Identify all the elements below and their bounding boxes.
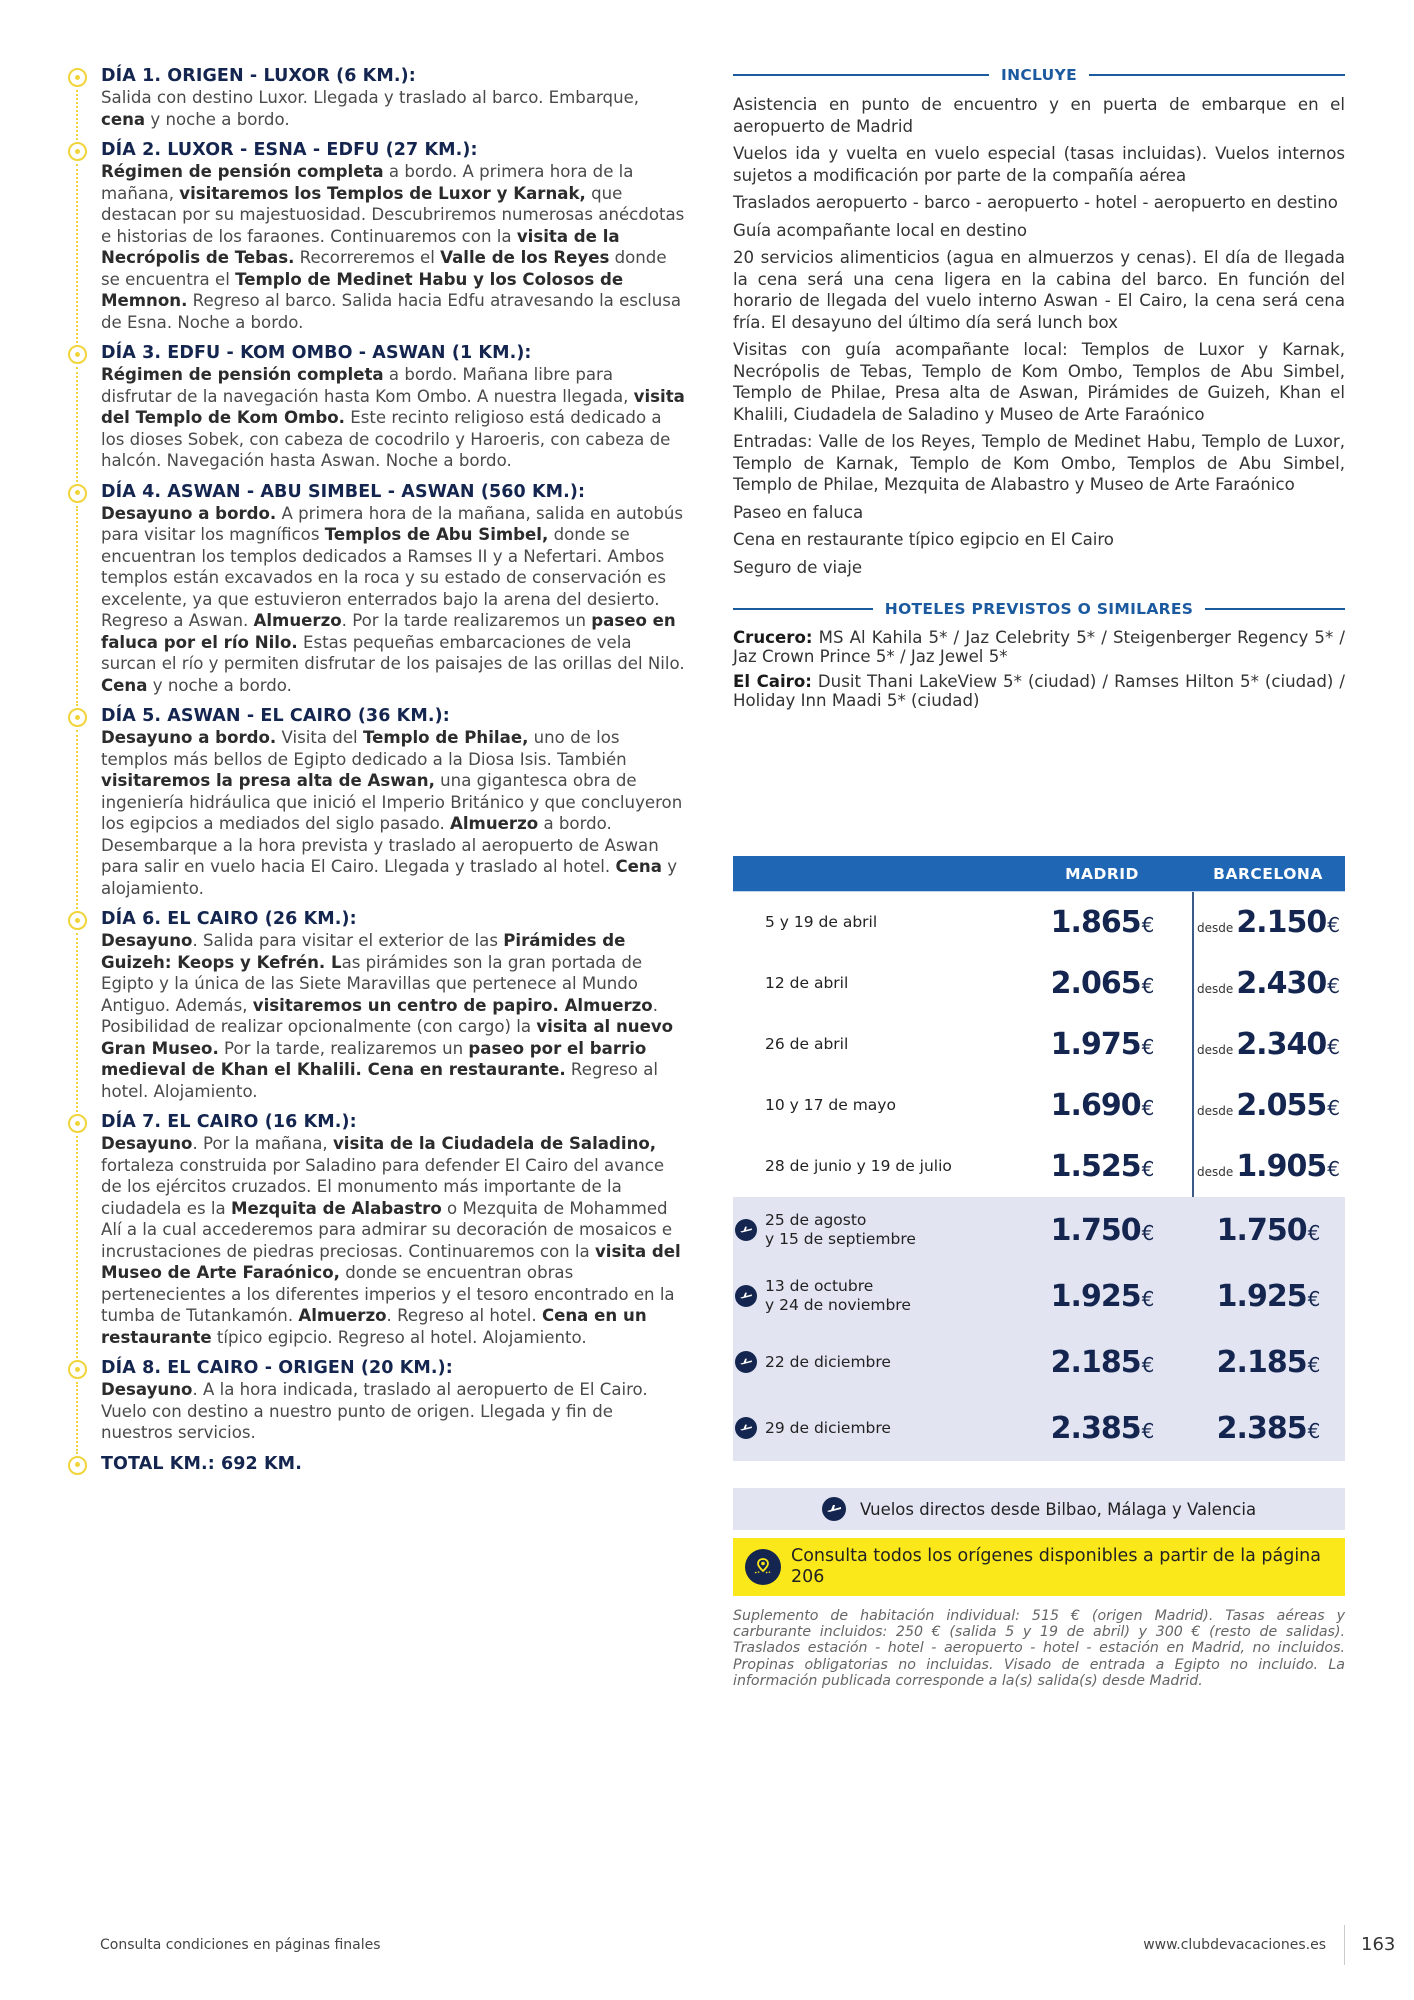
day-title: DÍA 4. ASWAN - ABU SIMBEL - ASWAN (560 KM.):	[101, 481, 586, 502]
highlight-text: Desayuno	[101, 931, 193, 950]
price-value: 2.055	[1236, 1088, 1327, 1123]
hotels-title: HOTELES PREVISTOS O SIMILARES	[884, 600, 1194, 618]
body-text: donde se encuentran obras pertenecientes a los diferentes imperios y el tesoro encontrado en la tumba de Tutankamón.	[101, 1263, 675, 1325]
currency: €	[1141, 1418, 1154, 1443]
body-text: uno de los templos más bellos de Egipto dedicado a la Diosa Isis. También	[101, 728, 627, 769]
price-madrid	[1039, 1279, 1165, 1314]
currency: €	[1327, 913, 1339, 937]
body-text: o Mezquita de Mohammed Alí a la cual accederemos para admirar su decoración de mosaicos e incrustaciones de piedras preciosas. Continuaremos con la	[101, 1198, 673, 1261]
itinerary-total	[68, 1454, 688, 1475]
day-description	[101, 727, 688, 899]
hotel-entry	[733, 672, 1345, 710]
price-row	[733, 1197, 1345, 1263]
price-madrid	[1039, 1213, 1165, 1248]
body-text: as pirámides son la gran portada de Egipto y la única de las Siete Maravillas que pertenece al Mundo Antiguo. Además,	[101, 952, 643, 1015]
day-description	[101, 87, 688, 130]
timeline-line	[76, 1382, 78, 1454]
price-row	[733, 1075, 1345, 1136]
plane-icon	[822, 1497, 846, 1521]
itinerary-day	[68, 909, 688, 1102]
highlight-text: paseo por el barrio medieval de Khan el Khalili. Cena en restaurante.	[101, 1038, 647, 1079]
timeline-line	[76, 90, 78, 140]
timeline-line	[76, 730, 78, 909]
highlight-text: Desayuno a bordo.	[101, 503, 277, 523]
includes-item: Traslados aeropuerto - barco - aeropuerto - hotel - aeropuerto en destino	[733, 193, 1338, 212]
includes-item: Guía acompañante local en destino	[733, 220, 1028, 240]
itinerary-day	[68, 140, 688, 333]
hotel-entries	[733, 628, 1345, 710]
body-text: . Regreso al hotel.	[386, 1306, 542, 1325]
price-value: 2.150	[1236, 905, 1327, 940]
body-text: Este recinto religioso está dedicado a los dioses Sobek, con cabeza de cocodrilo y Haroeris, con cabeza de halcón. Navegación hasta Aswan. Noche a bordo.	[101, 408, 671, 470]
timeline-dot-icon	[68, 142, 87, 161]
highlight-text: Almuerzo	[253, 611, 342, 630]
timeline-line	[76, 164, 78, 343]
timeline-line	[76, 1136, 78, 1358]
body-text: a bordo. Mañana libre para disfrutar de la navegación hasta Kom Ombo. A nuestra llegada,	[101, 365, 634, 406]
day-description	[101, 503, 688, 697]
timeline-line	[76, 506, 78, 707]
plane-icon	[735, 1219, 757, 1241]
departure-date: 25 de agosto y 15 de septiembre	[765, 1211, 916, 1248]
highlight-text: Cena en un restaurante	[101, 1306, 647, 1347]
departure-date: 22 de diciembre	[765, 1352, 891, 1371]
direct-flights-text: Vuelos directos desde Bilbao, Málaga y Valencia	[859, 1499, 1257, 1519]
day-title: DÍA 7. EL CAIRO (16 KM.):	[101, 1112, 357, 1132]
highlight-text: visita de la Ciudadela de Saladino,	[332, 1134, 657, 1153]
body-text: que destacan por su majestuosidad. Descubriremos numerosas anécdotas e historias de los faraones. Continuaremos con la	[101, 183, 685, 246]
day-description	[101, 1133, 688, 1348]
includes-title: INCLUYE	[1001, 66, 1077, 84]
hotel-names: Dusit Thani LakeView 5* (ciudad) / Ramses Hilton 5* (ciudad) / Holiday Inn Maadi 5* (ciudad)	[733, 672, 1345, 710]
column-barcelona: BARCELONA	[1213, 864, 1323, 883]
map-pin-icon	[745, 1549, 781, 1585]
itinerary-day	[68, 706, 688, 899]
currency: €	[1307, 1352, 1320, 1377]
departure-date: 10 y 17 de mayo	[765, 1096, 896, 1114]
price-madrid	[1039, 1027, 1165, 1062]
price-value: 2.340	[1236, 1027, 1327, 1062]
highlight-text: visitaremos un centro de papiro. Almuerzo	[252, 995, 653, 1015]
highlight-text: Desayuno	[101, 1380, 193, 1399]
currency: €	[1141, 1157, 1154, 1181]
highlight-text: Templos de Abu Simbel,	[324, 525, 549, 544]
price-row	[733, 1014, 1345, 1075]
footnote: Suplemento de habitación individual: 515 € (origen Madrid). Tasas aéreas y carburante incluidos: 250 € (salida 5 y 19 de abril) y 300 € (resto de salidas). Traslados estación - hotel - aeropuerto - hotel - estación en Madrid, no incluidos. Propinas obligatorias no incluidas. Visado de entrada a Egipto no incluido. La información publicada corresponde a la(s) salida(s) desde Madrid.	[733, 1608, 1345, 1689]
price-value: 1.905	[1236, 1149, 1327, 1184]
body-text: a bordo. Desembarque a la hora prevista y traslado al aeropuerto de Aswan para salir en vuelo hacia El Cairo. Llegada y traslado al hotel.	[101, 814, 659, 876]
price-row	[733, 1136, 1345, 1197]
body-text: y alojamiento.	[101, 857, 678, 898]
price-value: 1.750	[1216, 1212, 1307, 1248]
day-title: DÍA 6. EL CAIRO (26 KM.):	[101, 909, 357, 929]
itinerary-day	[68, 1112, 688, 1348]
price-value: 2.385	[1216, 1410, 1307, 1446]
highlight-text: Mezquita de Alabastro	[230, 1198, 442, 1218]
departure-date: 28 de junio y 19 de julio	[765, 1157, 952, 1175]
currency: €	[1307, 1220, 1320, 1245]
plane-icon	[735, 1285, 757, 1307]
highlight-text: visita de la Necrópolis de Tebas.	[101, 226, 620, 267]
price-row	[733, 1263, 1345, 1329]
body-text: fortaleza construida por Saladino para defender El Cairo del avance de los ejércitos cruzados. El monumento más importante de la ciudadela es la	[101, 1155, 665, 1218]
price-row	[733, 1395, 1345, 1461]
body-text: y noche a bordo.	[145, 109, 290, 129]
timeline-line	[76, 933, 78, 1112]
currency: €	[1327, 1035, 1339, 1059]
price-value: 2.430	[1236, 966, 1327, 1001]
departure-date: 29 de diciembre	[765, 1418, 891, 1437]
price-value: 1.690	[1050, 1088, 1141, 1123]
body-text: Estas pequeñas embarcaciones de vela surcan el río y permiten disfrutar de los paisajes de las orillas del Nilo.	[101, 632, 685, 673]
highlight-text: Régimen de pensión completa	[101, 365, 384, 384]
body-text: donde se encuentran los templos dedicados a Ramses II y a Nefertari. Ambos templos están excavados en la roca y su estado de conservación es excelente, ya que estuvieron enterrados bajo la arena del desierto. Regreso a Aswan.	[101, 525, 667, 630]
highlight-text: visita al nuevo Gran Museo.	[101, 1017, 674, 1058]
timeline-dot-icon	[68, 911, 87, 930]
highlight-text: visitaremos la presa alta de Aswan,	[101, 771, 435, 790]
divider	[733, 608, 873, 610]
price-barcelona	[1191, 1411, 1345, 1446]
highlight-text: Almuerzo	[298, 1306, 387, 1325]
price-value: 2.385	[1050, 1410, 1141, 1446]
price-value: 2.185	[1216, 1344, 1307, 1380]
hotel-names: MS Al Kahila 5* / Jaz Celebrity 5* / Steigenberger Regency 5* / Jaz Crown Prince 5* / Jaz Jewel 5*	[733, 628, 1345, 666]
price-row	[733, 953, 1345, 1014]
includes-item: Vuelos ida y vuelta en vuelo especial (tasas incluidas). Vuelos internos sujetos a modificación por parte de la compañía aérea	[733, 144, 1345, 185]
footer-conditions: Consulta condiciones en páginas finales	[100, 1937, 381, 1953]
day-description	[101, 161, 688, 333]
column-madrid: MADRID	[1065, 864, 1139, 883]
departure-date: 12 de abril	[765, 974, 849, 992]
body-text: Regreso al hotel. Alojamiento.	[101, 1060, 658, 1101]
highlight-text: Desayuno	[101, 1134, 193, 1153]
currency: €	[1327, 974, 1339, 998]
day-title: DÍA 5. ASWAN - EL CAIRO (36 KM.):	[101, 706, 450, 726]
body-text: Visita del	[276, 728, 363, 747]
timeline-line	[76, 367, 78, 482]
day-description	[101, 1379, 688, 1444]
day-title: DÍA 2. LUXOR - ESNA - EDFU (27 KM.):	[101, 140, 478, 160]
price-barcelona	[1191, 1345, 1345, 1380]
body-text: Regreso al barco. Salida hacia Edfu atravesando la esclusa de Esna. Noche a bordo.	[101, 291, 682, 332]
timeline-dot-icon	[68, 1114, 87, 1133]
price-value: 1.975	[1050, 1027, 1141, 1062]
price-row	[733, 1329, 1345, 1395]
price-madrid	[1039, 1411, 1165, 1446]
highlight-text: Almuerzo	[450, 814, 539, 833]
page-number: 163	[1361, 1934, 1396, 1955]
highlight-text: Templo de Medinet Habu y los Colosos de Memnon.	[101, 269, 624, 310]
highlight-text: Pirámides de Guizeh: Keops y Kefrén. L	[101, 931, 626, 972]
divider	[1205, 608, 1345, 610]
highlight-text: Valle de los Reyes	[440, 248, 610, 267]
price-table	[733, 856, 1345, 1461]
price-value: 1.525	[1050, 1149, 1141, 1184]
departure-date: 26 de abril	[765, 1035, 849, 1053]
day-description	[101, 364, 688, 472]
includes-list	[733, 94, 1345, 578]
price-barcelona	[1191, 1279, 1345, 1314]
includes-heading	[733, 66, 1345, 84]
timeline-dot-icon	[68, 1456, 87, 1475]
currency: €	[1141, 1096, 1154, 1120]
includes-item: Seguro de viaje	[733, 557, 863, 577]
includes-item: Asistencia en punto de encuentro y en puerta de embarque en el aeropuerto de Madrid	[733, 95, 1345, 136]
price-value: 2.065	[1050, 966, 1141, 1001]
highlight-text: visita del Museo de Arte Faraónico,	[101, 1241, 681, 1282]
currency: €	[1141, 1035, 1154, 1059]
body-text: . Salida para visitar el exterior de las	[192, 931, 504, 950]
hotels-heading	[733, 600, 1345, 618]
highlight-text: paseo en faluca por el río Nilo.	[101, 611, 676, 652]
origins-notice	[733, 1538, 1345, 1596]
currency: €	[1141, 1286, 1154, 1311]
origins-text[interactable]: Consulta todos los orígenes disponibles a partir de la página 206	[791, 1546, 1321, 1587]
includes-item: Entradas: Valle de los Reyes, Templo de Medinet Habu, Templo de Luxor, Templo de Karnak, Templo de Kom Ombo, Templos de Abu Simbel, Templo de Philae, Mezquita de Alabastro y Museo de Arte Faraónico	[733, 432, 1345, 494]
includes-item: Visitas con guía acompañante local: Templos de Luxor y Karnak, Necrópolis de Tebas, Templo de Kom Ombo, Templos de Abu Simbel, Templo de Philae, Presa alta de Aswan, Pirámides de Guizeh, Khan el Khalili, Ciudadela de Saladino y Museo de Arte Faraónico	[733, 340, 1345, 424]
body-text: típico egipcio. Regreso al hotel. Alojamiento.	[211, 1327, 587, 1347]
price-barcelona	[1191, 966, 1345, 1001]
desde-label: desde	[1197, 1043, 1234, 1057]
timeline-dot-icon	[68, 708, 87, 727]
desde-label: desde	[1197, 1165, 1234, 1179]
price-barcelona	[1191, 1088, 1345, 1123]
body-text: . A la hora indicada, traslado al aeropuerto de El Cairo. Vuelo con destino a nuestro punto de origen. Llegada y fin de nuestros servicios.	[101, 1380, 648, 1442]
timeline-dot-icon	[68, 345, 87, 364]
plane-icon	[735, 1351, 757, 1373]
highlight-text: Desayuno a bordo.	[101, 728, 277, 747]
price-madrid	[1039, 1088, 1165, 1123]
footer-website[interactable]: www.clubdevacaciones.es	[1143, 1937, 1326, 1953]
hotel-location: Crucero:	[733, 628, 813, 647]
day-title: DÍA 1. ORIGEN - LUXOR (6 KM.):	[101, 66, 416, 86]
hotels-section	[733, 600, 1345, 710]
departure-date: 5 y 19 de abril	[765, 913, 878, 931]
info-column	[733, 66, 1345, 716]
price-value: 1.925	[1050, 1278, 1141, 1314]
itinerary-day	[68, 1358, 688, 1444]
currency: €	[1327, 1096, 1339, 1120]
price-barcelona	[1191, 1149, 1345, 1184]
currency: €	[1307, 1286, 1320, 1311]
hotel-entry	[733, 628, 1345, 666]
price-table-body	[733, 892, 1345, 1461]
body-text: . Por la tarde realizaremos un	[341, 611, 592, 630]
desde-label: desde	[1197, 921, 1234, 935]
divider	[733, 74, 989, 76]
body-text: A primera hora de la mañana, salida en autobús para visitar los magníficos	[101, 503, 684, 544]
body-text: y noche a bordo.	[147, 675, 292, 695]
currency: €	[1141, 913, 1154, 937]
day-title: DÍA 3. EDFU - KOM OMBO - ASWAN (1 KM.):	[101, 343, 532, 363]
highlight-text: Cena	[615, 857, 662, 876]
includes-item: 20 servicios alimenticios (agua en almuerzos y cenas). El día de llegada la cena será una cena ligera en la cabina del barco. En función del horario de llegada del vuelo interno Aswan - El Cairo, la cena será cena fría. El desayuno del último día será lunch box	[733, 248, 1345, 332]
price-barcelona	[1191, 1213, 1345, 1248]
body-text: una gigantesca obra de ingeniería hidráulica que inició el Imperio Británico y que concluyeron los egipcios a mediados del siglo pasado.	[101, 771, 683, 833]
highlight-text: Régimen de pensión completa	[101, 162, 384, 181]
itinerary-day	[68, 343, 688, 472]
desde-label: desde	[1197, 982, 1234, 996]
itinerary	[68, 66, 688, 1485]
includes-item: Cena en restaurante típico egipcio en El Cairo	[733, 530, 1114, 549]
body-text: . Posibilidad de realizar opcionalmente (con cargo) la	[101, 995, 658, 1036]
price-madrid	[1039, 966, 1165, 1001]
total-km: TOTAL KM.: 692 KM.	[101, 1453, 302, 1474]
currency: €	[1327, 1157, 1339, 1181]
price-barcelona	[1191, 1027, 1345, 1062]
price-row	[733, 892, 1345, 953]
price-barcelona	[1191, 905, 1345, 940]
body-text: donde se encuentra el	[101, 248, 667, 289]
price-value: 1.925	[1216, 1278, 1307, 1314]
hotel-location: El Cairo:	[733, 672, 812, 691]
currency: €	[1141, 1220, 1154, 1245]
highlight-text: visita del Templo de Kom Ombo.	[101, 386, 685, 427]
highlight-text: Templo de Philae,	[362, 728, 529, 747]
itinerary-day	[68, 482, 688, 697]
highlight-text: Cena	[101, 675, 148, 695]
body-text: . Por la mañana,	[192, 1134, 333, 1153]
currency: €	[1141, 1352, 1154, 1377]
price-madrid	[1039, 1149, 1165, 1184]
highlight-text: cena	[101, 109, 146, 129]
timeline-dot-icon	[68, 484, 87, 503]
departure-date: 13 de octubre y 24 de noviembre	[765, 1277, 911, 1314]
direct-flights-notice	[733, 1488, 1345, 1530]
body-text: Por la tarde, realizaremos un	[218, 1038, 469, 1058]
desde-label: desde	[1197, 1104, 1234, 1118]
currency: €	[1141, 974, 1154, 998]
price-table-header	[733, 856, 1345, 892]
day-description	[101, 930, 688, 1102]
timeline-dot-icon	[68, 1360, 87, 1379]
price-value: 1.750	[1050, 1212, 1141, 1248]
timeline-dot-icon	[68, 68, 87, 87]
highlight-text: visitaremos los Templos de Luxor y Karnak,	[179, 183, 586, 203]
divider	[1089, 74, 1345, 76]
price-madrid	[1039, 905, 1165, 940]
price-madrid	[1039, 1345, 1165, 1380]
includes-item: Paseo en faluca	[733, 502, 864, 522]
day-title: DÍA 8. EL CAIRO - ORIGEN (20 KM.):	[101, 1358, 453, 1378]
body-text: Salida con destino Luxor. Llegada y traslado al barco. Embarque,	[101, 88, 640, 107]
body-text: Recorreremos el	[294, 248, 441, 267]
plane-icon	[735, 1417, 757, 1439]
footer-divider	[1344, 1925, 1345, 1965]
body-text: a bordo. A primera hora de la mañana,	[101, 162, 634, 203]
currency: €	[1307, 1418, 1320, 1443]
price-value: 1.865	[1050, 905, 1141, 940]
itinerary-day	[68, 66, 688, 130]
price-value: 2.185	[1050, 1344, 1141, 1380]
